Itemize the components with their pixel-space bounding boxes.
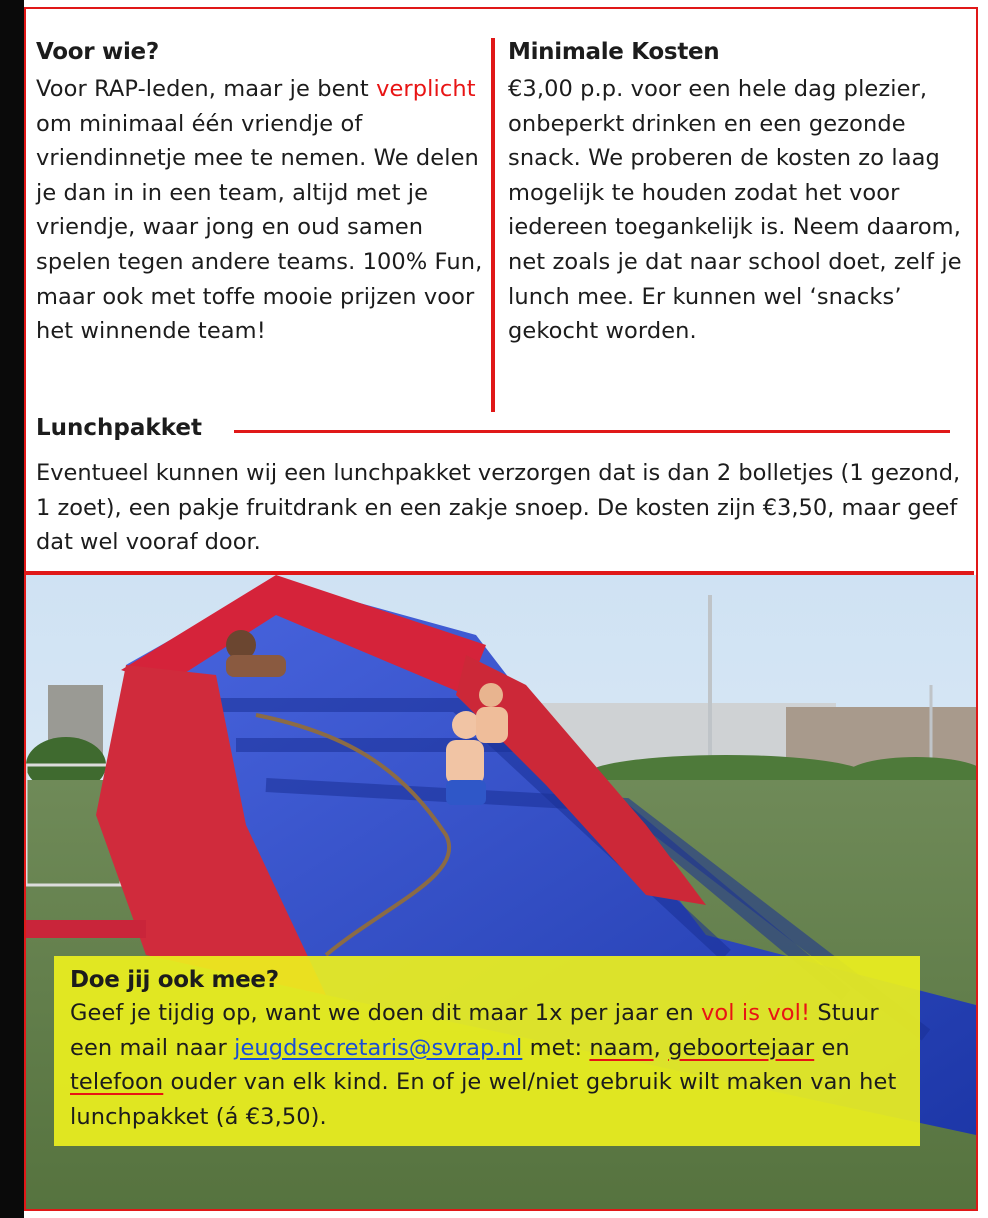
field-geboortejaar: geboortejaar — [668, 1034, 815, 1061]
field-telefoon: telefoon — [70, 1069, 164, 1096]
callout-text-3: met: — [522, 1034, 590, 1061]
field-naam: naam — [589, 1034, 654, 1061]
voor-wie-text — [36, 72, 491, 349]
voor-wie-text-2: om minimaal één vriendje of vriendinnetje mee te nemen. We delen je dan in in een team, altijd met je vriendje, waar jong en oud samen spelen tegen andere teams. 100% Fun, maar ook met toffe mooie prijzen voor het winnende team! — [36, 110, 483, 345]
callout-text-4: ouder van elk kind. En of je wel/niet gebruik wilt maken van het lunchpakket (á €3,50). — [70, 1069, 897, 1130]
lunch-text: Eventueel kunnen wij een lunchpakket verzorgen dat is dan 2 bolletjes (1 gezond, 1 zoet), een pakje fruitdrank en een zakje snoep. De kosten zijn €3,50, maar geef dat wel vooraf door. — [36, 460, 961, 556]
kosten-heading: Minimale Kosten — [508, 39, 720, 65]
voor-wie-text-1: Voor RAP-leden, maar je bent — [36, 76, 377, 102]
callout-sep-2: en — [814, 1034, 850, 1061]
callout-heading: Doe jij ook mee? — [70, 967, 279, 993]
verplicht-highlight: verplicht — [376, 76, 476, 102]
left-black-bar — [0, 0, 24, 1218]
lunch-heading: Lunchpakket — [36, 415, 202, 441]
signup-callout — [54, 956, 920, 1146]
callout-text — [70, 996, 904, 1134]
email-link[interactable]: jeugdsecretaris@svrap.nl — [234, 1034, 523, 1061]
column-divider — [491, 38, 495, 412]
callout-text-1: Geef je tijdig op, want we doen dit maar 1x per jaar en — [70, 1000, 702, 1026]
callout-sep-1: , — [653, 1034, 669, 1061]
voor-wie-section — [36, 36, 491, 349]
lunch-heading-rule — [234, 430, 950, 433]
voor-wie-heading: Voor wie? — [36, 39, 159, 65]
kosten-section — [508, 36, 968, 349]
vol-is-vol-highlight: vol is vol! — [701, 1000, 811, 1026]
kosten-text: €3,00 p.p. voor een hele dag plezier, onbeperkt drinken en een gezonde snack. We proberen de kosten zo laag mogelijk te houden zodat het voor iedereen toegankelijk is. Neem daarom, net zoals je dat naar school doet, zelf je lunch mee. Er kunnen wel ‘snacks’ gekocht worden. — [508, 76, 962, 345]
callout-text-2: Stuur een mail naar — [70, 1000, 879, 1061]
